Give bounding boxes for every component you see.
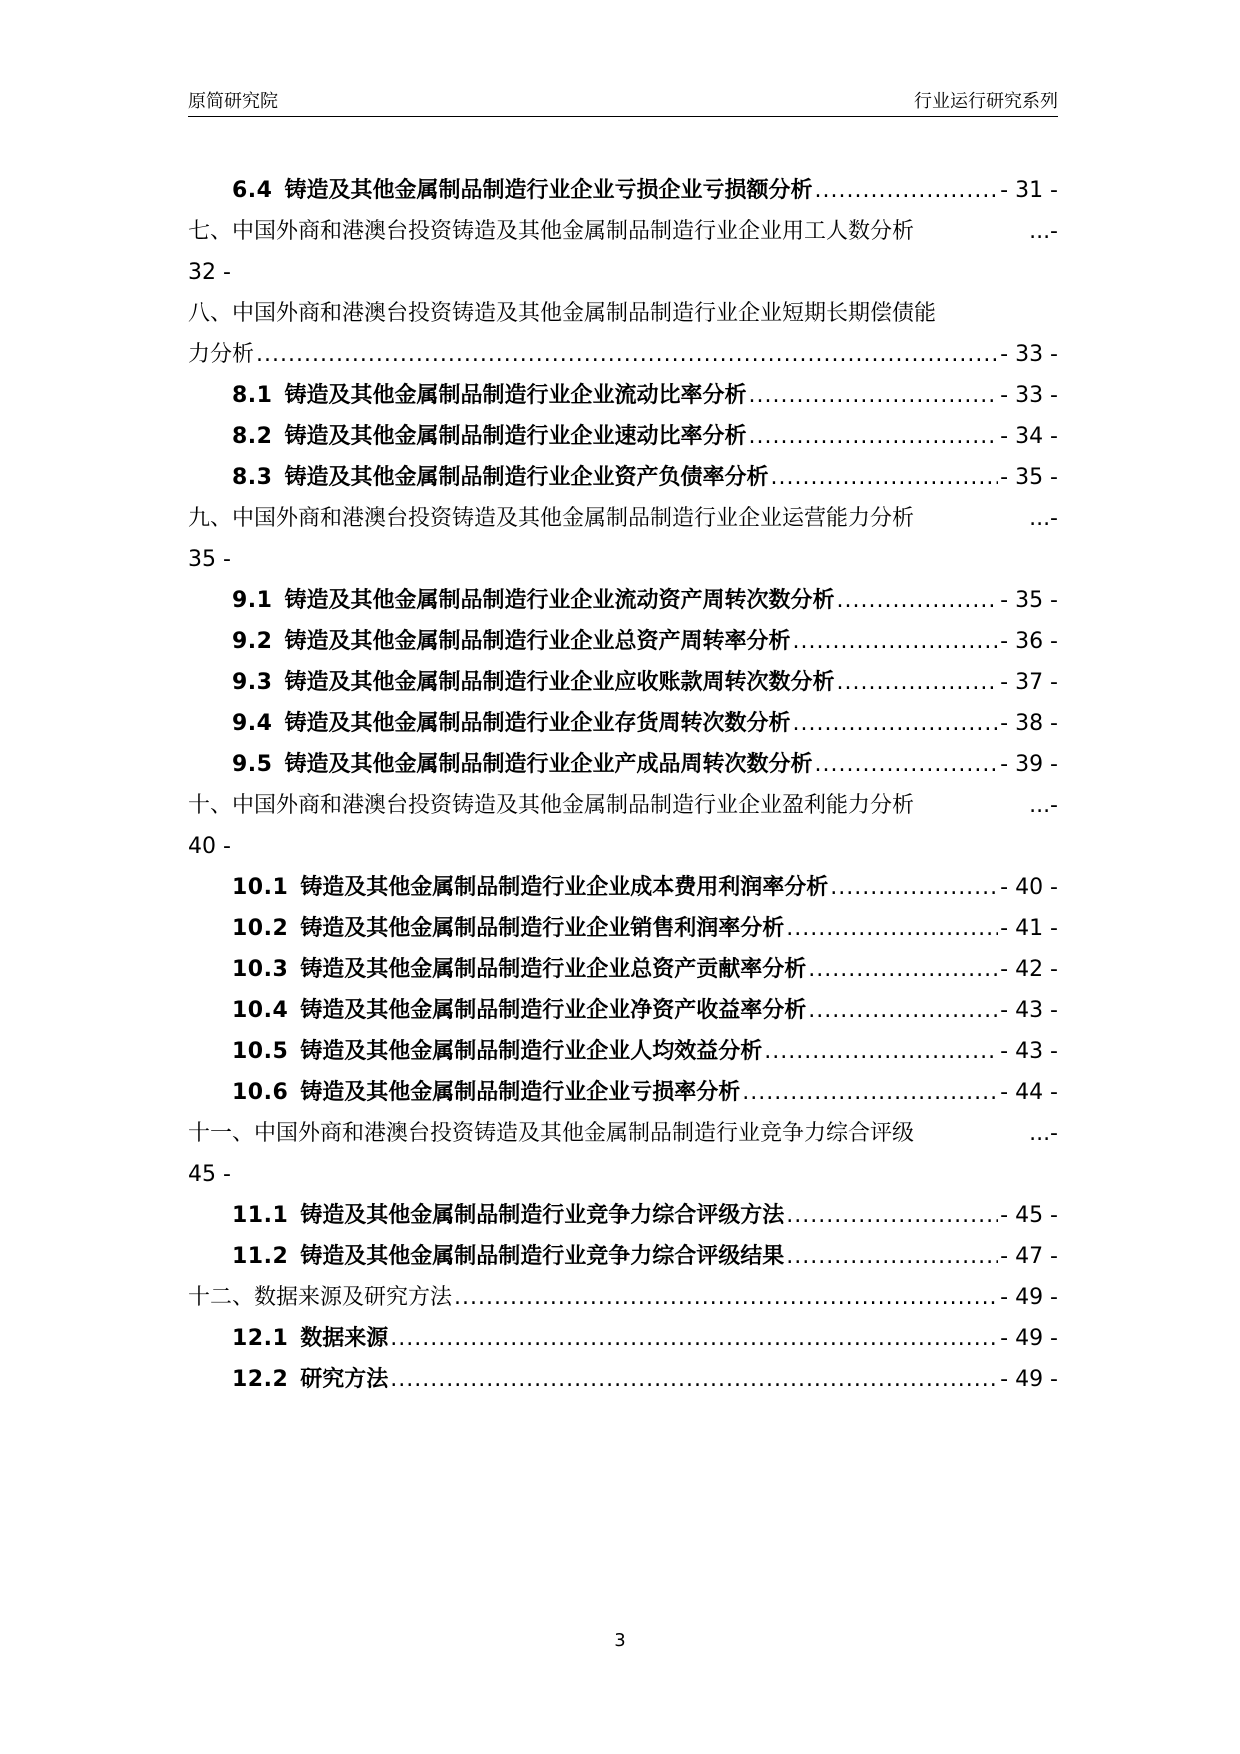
toc-entry[interactable] bbox=[188, 1113, 1058, 1195]
toc-entry-page: - 41 - bbox=[1000, 916, 1058, 941]
toc-entry-page: - 33 - bbox=[1000, 342, 1058, 367]
toc-entry[interactable] bbox=[188, 867, 1058, 913]
toc-entry-number: 10.3 bbox=[232, 957, 289, 982]
toc-entry-title: 铸造及其他金属制品制造行业企业应收账款周转次数分析 bbox=[284, 670, 835, 695]
toc-dot-leader bbox=[815, 744, 999, 785]
toc-entry-title: 铸造及其他金属制品制造行业企业成本费用利润率分析 bbox=[300, 875, 829, 900]
toc-entry[interactable] bbox=[188, 416, 1058, 462]
toc-entry-title: 铸造及其他金属制品制造行业企业存货周转次数分析 bbox=[284, 711, 791, 736]
toc-entry-number: 9.2 bbox=[232, 629, 273, 654]
header-divider bbox=[188, 116, 1058, 117]
toc-entry[interactable] bbox=[188, 457, 1058, 503]
toc-entry-page: - 40 - bbox=[1000, 875, 1058, 900]
toc-entry-title: 铸造及其他金属制品制造行业企业流动比率分析 bbox=[284, 383, 747, 408]
toc-dot-leader bbox=[808, 990, 998, 1031]
toc-dot-leader bbox=[256, 334, 998, 375]
toc-entry-page: - 38 - bbox=[1000, 711, 1058, 736]
toc-entry-title: 九、中国外商和港澳台投资铸造及其他金属制品制造行业企业运营能力分析 bbox=[188, 506, 915, 531]
toc-entry-title: 研究方法 bbox=[300, 1367, 389, 1392]
toc-entry-number: 10.5 bbox=[232, 1039, 289, 1064]
toc-entry-page: - 33 - bbox=[1000, 383, 1058, 408]
toc-entry-title: 七、中国外商和港澳台投资铸造及其他金属制品制造行业企业用工人数分析 bbox=[188, 219, 915, 244]
toc-entry-title: 铸造及其他金属制品制造行业企业亏损率分析 bbox=[300, 1080, 741, 1105]
toc-entry-number: 8.2 bbox=[232, 424, 273, 449]
toc-dot-leader bbox=[815, 170, 999, 211]
toc-dot-leader bbox=[390, 1318, 998, 1359]
toc-entry-leader: ...- bbox=[1029, 1121, 1058, 1146]
toc-entry-number: 11.2 bbox=[232, 1244, 289, 1269]
toc-entry-page: - 36 - bbox=[1000, 629, 1058, 654]
toc-entry-page: - 44 - bbox=[1000, 1080, 1058, 1105]
toc-entry[interactable] bbox=[188, 785, 1058, 867]
header-series-name: 行业运行研究系列 bbox=[914, 91, 1058, 112]
header-org-name: 原简研究院 bbox=[188, 91, 278, 112]
toc-dot-leader bbox=[793, 621, 999, 662]
toc-entry-page: - 45 - bbox=[1000, 1203, 1058, 1228]
toc-entry-title-continued: 力分析 bbox=[188, 342, 255, 367]
toc-entry-title: 十一、中国外商和港澳台投资铸造及其他金属制品制造行业竞争力综合评级 bbox=[188, 1121, 915, 1146]
toc-entry[interactable] bbox=[188, 1072, 1058, 1118]
toc-dot-leader bbox=[390, 1359, 998, 1400]
toc-entry[interactable] bbox=[188, 293, 1058, 375]
toc-entry-page: - 35 - bbox=[1000, 588, 1058, 613]
toc-entry-title: 铸造及其他金属制品制造行业企业总资产周转率分析 bbox=[284, 629, 791, 654]
toc-dot-leader bbox=[793, 703, 999, 744]
toc-entry-page: - 39 - bbox=[1000, 752, 1058, 777]
toc-entry-leader: ...- bbox=[1029, 506, 1058, 531]
toc-entry-number: 10.6 bbox=[232, 1080, 289, 1105]
toc-entry-number: 10.2 bbox=[232, 916, 289, 941]
toc-dot-leader bbox=[786, 1195, 998, 1236]
toc-entry-page: 35 - bbox=[188, 547, 231, 572]
toc-entry-title: 铸造及其他金属制品制造行业企业速动比率分析 bbox=[284, 424, 747, 449]
toc-entry-title: 铸造及其他金属制品制造行业企业人均效益分析 bbox=[300, 1039, 763, 1064]
toc-entry[interactable] bbox=[188, 1359, 1058, 1405]
toc-entry-number: 9.3 bbox=[232, 670, 273, 695]
toc-entry[interactable] bbox=[188, 1195, 1058, 1241]
toc-dot-leader bbox=[837, 580, 999, 621]
toc-dot-leader bbox=[837, 662, 999, 703]
toc-entry-page: - 43 - bbox=[1000, 998, 1058, 1023]
toc-entry-title: 铸造及其他金属制品制造行业企业净资产收益率分析 bbox=[300, 998, 807, 1023]
toc-entry[interactable] bbox=[188, 1031, 1058, 1077]
toc-entry-number: 9.1 bbox=[232, 588, 273, 613]
toc-entry-page: - 49 - bbox=[1000, 1285, 1058, 1310]
toc-entry-title: 铸造及其他金属制品制造行业竞争力综合评级方法 bbox=[300, 1203, 785, 1228]
toc-dot-leader bbox=[454, 1277, 998, 1318]
toc-dot-leader bbox=[764, 1031, 998, 1072]
toc-entry-title: 十二、数据来源及研究方法 bbox=[188, 1285, 453, 1310]
toc-entry[interactable] bbox=[188, 703, 1058, 749]
toc-entry[interactable] bbox=[188, 1277, 1058, 1323]
toc-entry[interactable] bbox=[188, 744, 1058, 790]
toc-entry[interactable] bbox=[188, 908, 1058, 954]
toc-entry-title: 铸造及其他金属制品制造行业企业总资产贡献率分析 bbox=[300, 957, 807, 982]
toc-entry[interactable] bbox=[188, 621, 1058, 667]
toc-entry[interactable] bbox=[188, 211, 1058, 293]
toc-entry-number: 8.3 bbox=[232, 465, 273, 490]
page-number: 3 bbox=[614, 1630, 626, 1651]
toc-entry-number: 12.1 bbox=[232, 1326, 289, 1351]
toc-dot-leader bbox=[808, 949, 998, 990]
toc-entry-title: 铸造及其他金属制品制造行业企业流动资产周转次数分析 bbox=[284, 588, 835, 613]
toc-entry[interactable] bbox=[188, 949, 1058, 995]
toc-entry[interactable] bbox=[188, 375, 1058, 421]
toc-entry[interactable] bbox=[188, 170, 1058, 216]
toc-entry-page: 45 - bbox=[188, 1162, 231, 1187]
toc-entry-page: 32 - bbox=[188, 260, 231, 285]
toc-entry-title: 铸造及其他金属制品制造行业竞争力综合评级结果 bbox=[300, 1244, 785, 1269]
toc-entry-page: - 34 - bbox=[1000, 424, 1058, 449]
toc-entry-title: 八、中国外商和港澳台投资铸造及其他金属制品制造行业企业短期长期偿债能 bbox=[188, 301, 937, 326]
toc-entry-page: 40 - bbox=[188, 834, 231, 859]
toc-entry-page: - 31 - bbox=[1000, 178, 1058, 203]
toc-entry-number: 6.4 bbox=[232, 178, 273, 203]
toc-entry[interactable] bbox=[188, 1318, 1058, 1364]
toc-dot-leader bbox=[742, 1072, 998, 1113]
toc-entry-page: - 42 - bbox=[1000, 957, 1058, 982]
toc-entry-number: 9.4 bbox=[232, 711, 273, 736]
toc-entry-page: - 47 - bbox=[1000, 1244, 1058, 1269]
toc-entry-page: - 49 - bbox=[1000, 1367, 1058, 1392]
toc-entry-page: - 43 - bbox=[1000, 1039, 1058, 1064]
toc-entry[interactable] bbox=[188, 662, 1058, 708]
toc-dot-leader bbox=[786, 908, 998, 949]
toc-entry-number: 12.2 bbox=[232, 1367, 289, 1392]
toc-entry-page: - 49 - bbox=[1000, 1326, 1058, 1351]
toc-entry-leader: ...- bbox=[1029, 793, 1058, 818]
toc-entry-title: 铸造及其他金属制品制造行业企业资产负债率分析 bbox=[284, 465, 769, 490]
toc-entry-number: 9.5 bbox=[232, 752, 273, 777]
toc-dot-leader bbox=[830, 867, 998, 908]
toc-entry[interactable] bbox=[188, 580, 1058, 626]
toc-entry-title: 铸造及其他金属制品制造行业企业产成品周转次数分析 bbox=[284, 752, 813, 777]
toc-entry[interactable] bbox=[188, 498, 1058, 580]
toc-entry-title: 铸造及其他金属制品制造行业企业销售利润率分析 bbox=[300, 916, 785, 941]
toc-entry-title: 数据来源 bbox=[300, 1326, 389, 1351]
toc-dot-leader bbox=[749, 375, 999, 416]
toc-entry-leader: ...- bbox=[1029, 219, 1058, 244]
toc-dot-leader bbox=[749, 416, 999, 457]
toc-entry[interactable] bbox=[188, 990, 1058, 1036]
page-header bbox=[188, 88, 1058, 116]
toc-entry-title: 铸造及其他金属制品制造行业企业亏损企业亏损额分析 bbox=[284, 178, 813, 203]
toc-dot-leader bbox=[786, 1236, 998, 1277]
toc-entry-number: 8.1 bbox=[232, 383, 273, 408]
toc-entry[interactable] bbox=[188, 1236, 1058, 1282]
toc-dot-leader bbox=[771, 457, 999, 498]
toc-entry-number: 10.1 bbox=[232, 875, 289, 900]
toc-entry-page: - 37 - bbox=[1000, 670, 1058, 695]
toc-entry-page: - 35 - bbox=[1000, 465, 1058, 490]
toc-entry-number: 11.1 bbox=[232, 1203, 289, 1228]
toc-entry-title: 十、中国外商和港澳台投资铸造及其他金属制品制造行业企业盈利能力分析 bbox=[188, 793, 915, 818]
toc-entry-number: 10.4 bbox=[232, 998, 289, 1023]
